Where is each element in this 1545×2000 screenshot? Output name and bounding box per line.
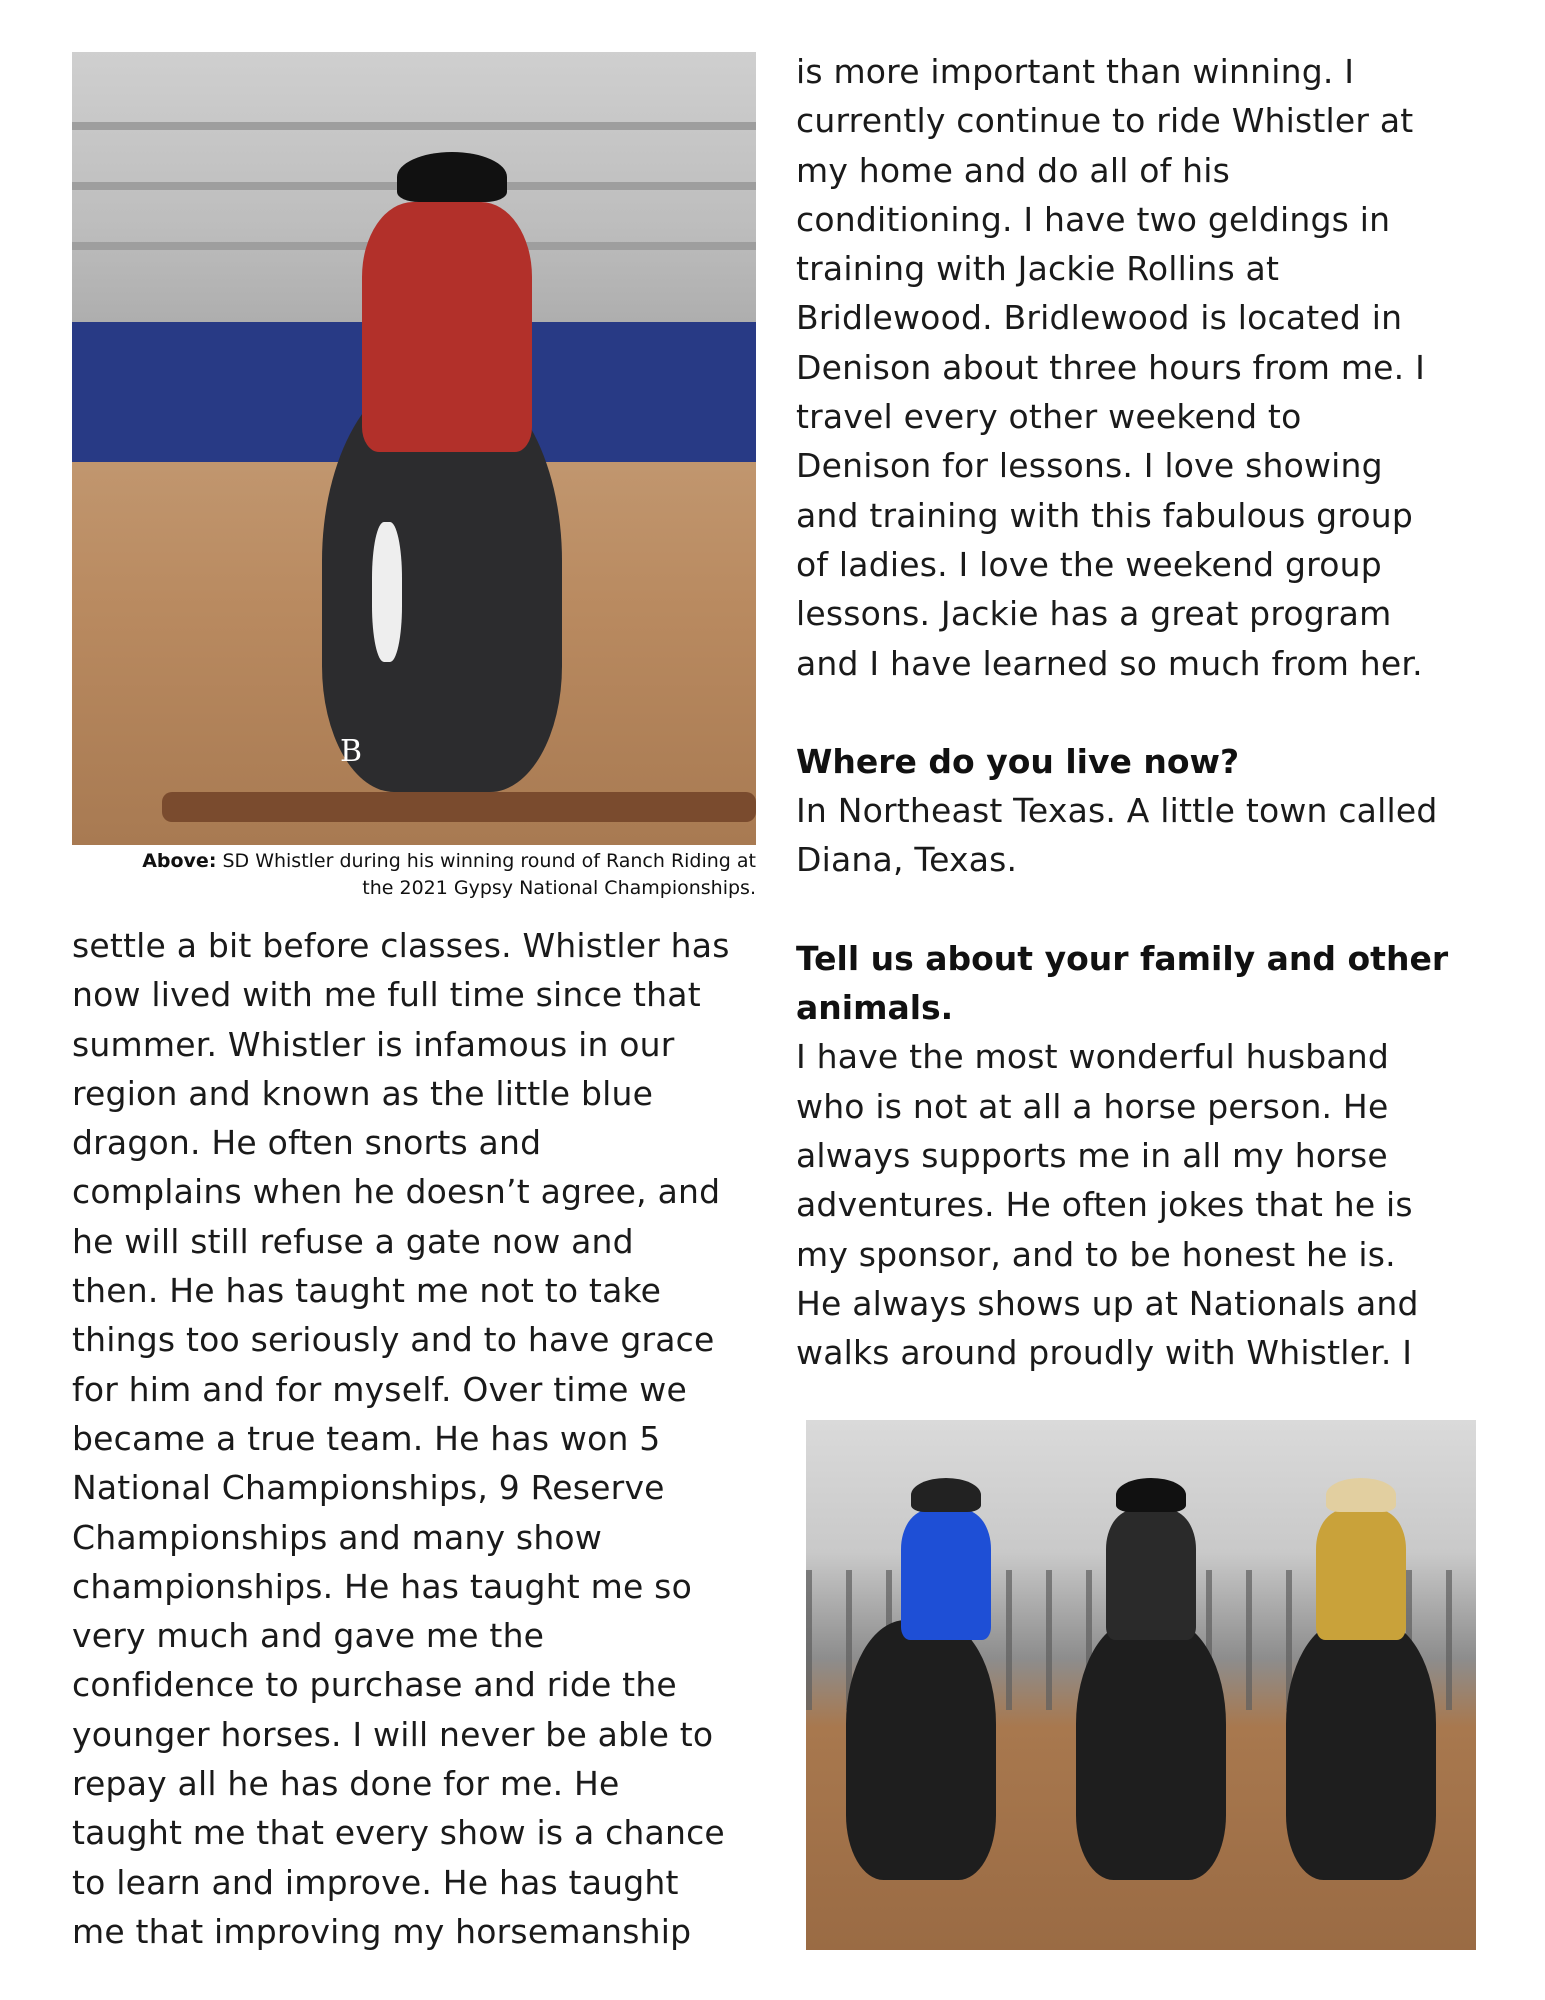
paragraph-line: very much and gave me the bbox=[72, 1616, 545, 1656]
paragraph-line: is more important than winning. I bbox=[796, 52, 1355, 91]
photo-whistler-ranch-riding bbox=[72, 52, 756, 845]
answer-line: In Northeast Texas. A little town called bbox=[796, 791, 1438, 831]
horse-figure bbox=[1076, 1620, 1226, 1880]
left-column-text bbox=[72, 921, 772, 1956]
paragraph-line: me that improving my horsemanship bbox=[72, 1911, 692, 1951]
question-heading: animals. bbox=[796, 988, 954, 1028]
horse-figure bbox=[1286, 1620, 1436, 1880]
photographer-watermark: B bbox=[340, 734, 363, 769]
answer-line: who is not at all a horse person. He bbox=[796, 1086, 1389, 1126]
photo-three-riders bbox=[806, 1420, 1476, 1950]
paragraph-line: Bridlewood. Bridlewood is located in bbox=[796, 298, 1403, 338]
paragraph-line: settle a bit before classes. Whistler has bbox=[72, 926, 730, 965]
caption-line-2: the 2021 Gypsy National Championships. bbox=[362, 877, 756, 899]
photo-caption bbox=[72, 848, 756, 902]
paragraph-line: confidence to purchase and ride the bbox=[72, 1665, 677, 1705]
answer-line: He always shows up at Nationals and bbox=[796, 1283, 1419, 1323]
paragraph-line: of ladies. I love the weekend group bbox=[796, 544, 1382, 584]
paragraph-line: to learn and improve. He has taught bbox=[72, 1862, 679, 1902]
cowboy-hat bbox=[1326, 1478, 1396, 1512]
caption-lead: Above: bbox=[142, 850, 217, 872]
paragraph-line: things too seriously and to have grace bbox=[72, 1320, 715, 1360]
cowboy-hat bbox=[1116, 1478, 1186, 1512]
riding-helmet bbox=[911, 1478, 981, 1512]
cowboy-hat bbox=[397, 152, 507, 202]
rider-figure bbox=[1106, 1510, 1196, 1640]
paragraph-line: and I have learned so much from her. bbox=[796, 643, 1423, 683]
answer-line: always supports me in all my horse bbox=[796, 1135, 1388, 1175]
paragraph-line: complains when he doesn’t agree, and bbox=[72, 1172, 721, 1212]
paragraph-line: now lived with me full time since that bbox=[72, 975, 701, 1015]
rider-figure bbox=[362, 202, 532, 452]
paragraph-line: for him and for myself. Over time we bbox=[72, 1369, 687, 1409]
paragraph-line: summer. Whistler is infamous in our bbox=[72, 1024, 675, 1064]
paragraph-gap bbox=[796, 885, 1516, 934]
paragraph-line: became a true team. He has won 5 bbox=[72, 1418, 661, 1458]
answer-line: adventures. He often jokes that he is bbox=[796, 1185, 1413, 1225]
horse-blaze bbox=[372, 522, 402, 662]
paragraph-line: National Championships, 9 Reserve bbox=[72, 1468, 665, 1508]
rider-figure bbox=[1316, 1510, 1406, 1640]
paragraph-line: Denison for lessons. I love showing bbox=[796, 446, 1383, 486]
paragraph-gap bbox=[796, 688, 1516, 737]
paragraph-line: dragon. He often snorts and bbox=[72, 1123, 542, 1163]
paragraph-line: then. He has taught me not to take bbox=[72, 1271, 662, 1311]
paragraph-line: lessons. Jackie has a great program bbox=[796, 594, 1392, 634]
answer-line: my sponsor, and to be honest he is. bbox=[796, 1234, 1396, 1274]
paragraph-line: Denison about three hours from me. I bbox=[796, 347, 1425, 387]
answer-line: Diana, Texas. bbox=[796, 840, 1018, 880]
ground-poles bbox=[162, 792, 756, 822]
question-heading: Where do you live now? bbox=[796, 741, 1240, 781]
rider-figure bbox=[901, 1510, 991, 1640]
paragraph-line: he will still refuse a gate now and bbox=[72, 1221, 634, 1261]
paragraph-line: currently continue to ride Whistler at bbox=[796, 101, 1414, 141]
question-heading: Tell us about your family and other bbox=[796, 938, 1449, 978]
answer-line: I have the most wonderful husband bbox=[796, 1037, 1390, 1077]
paragraph-line: championships. He has taught me so bbox=[72, 1566, 692, 1606]
paragraph-line: travel every other weekend to bbox=[796, 397, 1302, 437]
paragraph-line: and training with this fabulous group bbox=[796, 495, 1414, 535]
paragraph-line: region and known as the little blue bbox=[72, 1073, 654, 1113]
paragraph-line: my home and do all of his bbox=[796, 150, 1231, 190]
right-column-text bbox=[796, 47, 1516, 1377]
horse-figure bbox=[846, 1620, 996, 1880]
caption-line-1 bbox=[72, 848, 756, 875]
paragraph-line: younger horses. I will never be able to bbox=[72, 1714, 714, 1754]
answer-line: walks around proudly with Whistler. I bbox=[796, 1333, 1413, 1373]
caption-text-1: SD Whistler during his winning round of Ranch Riding at bbox=[216, 850, 756, 872]
paragraph-line: Championships and many show bbox=[72, 1517, 603, 1557]
paragraph-line: repay all he has done for me. He bbox=[72, 1764, 620, 1804]
paragraph-line: training with Jackie Rollins at bbox=[796, 249, 1280, 289]
arena-rail bbox=[72, 122, 756, 130]
paragraph-line: taught me that every show is a chance bbox=[72, 1813, 725, 1853]
paragraph-line: conditioning. I have two geldings in bbox=[796, 199, 1391, 239]
